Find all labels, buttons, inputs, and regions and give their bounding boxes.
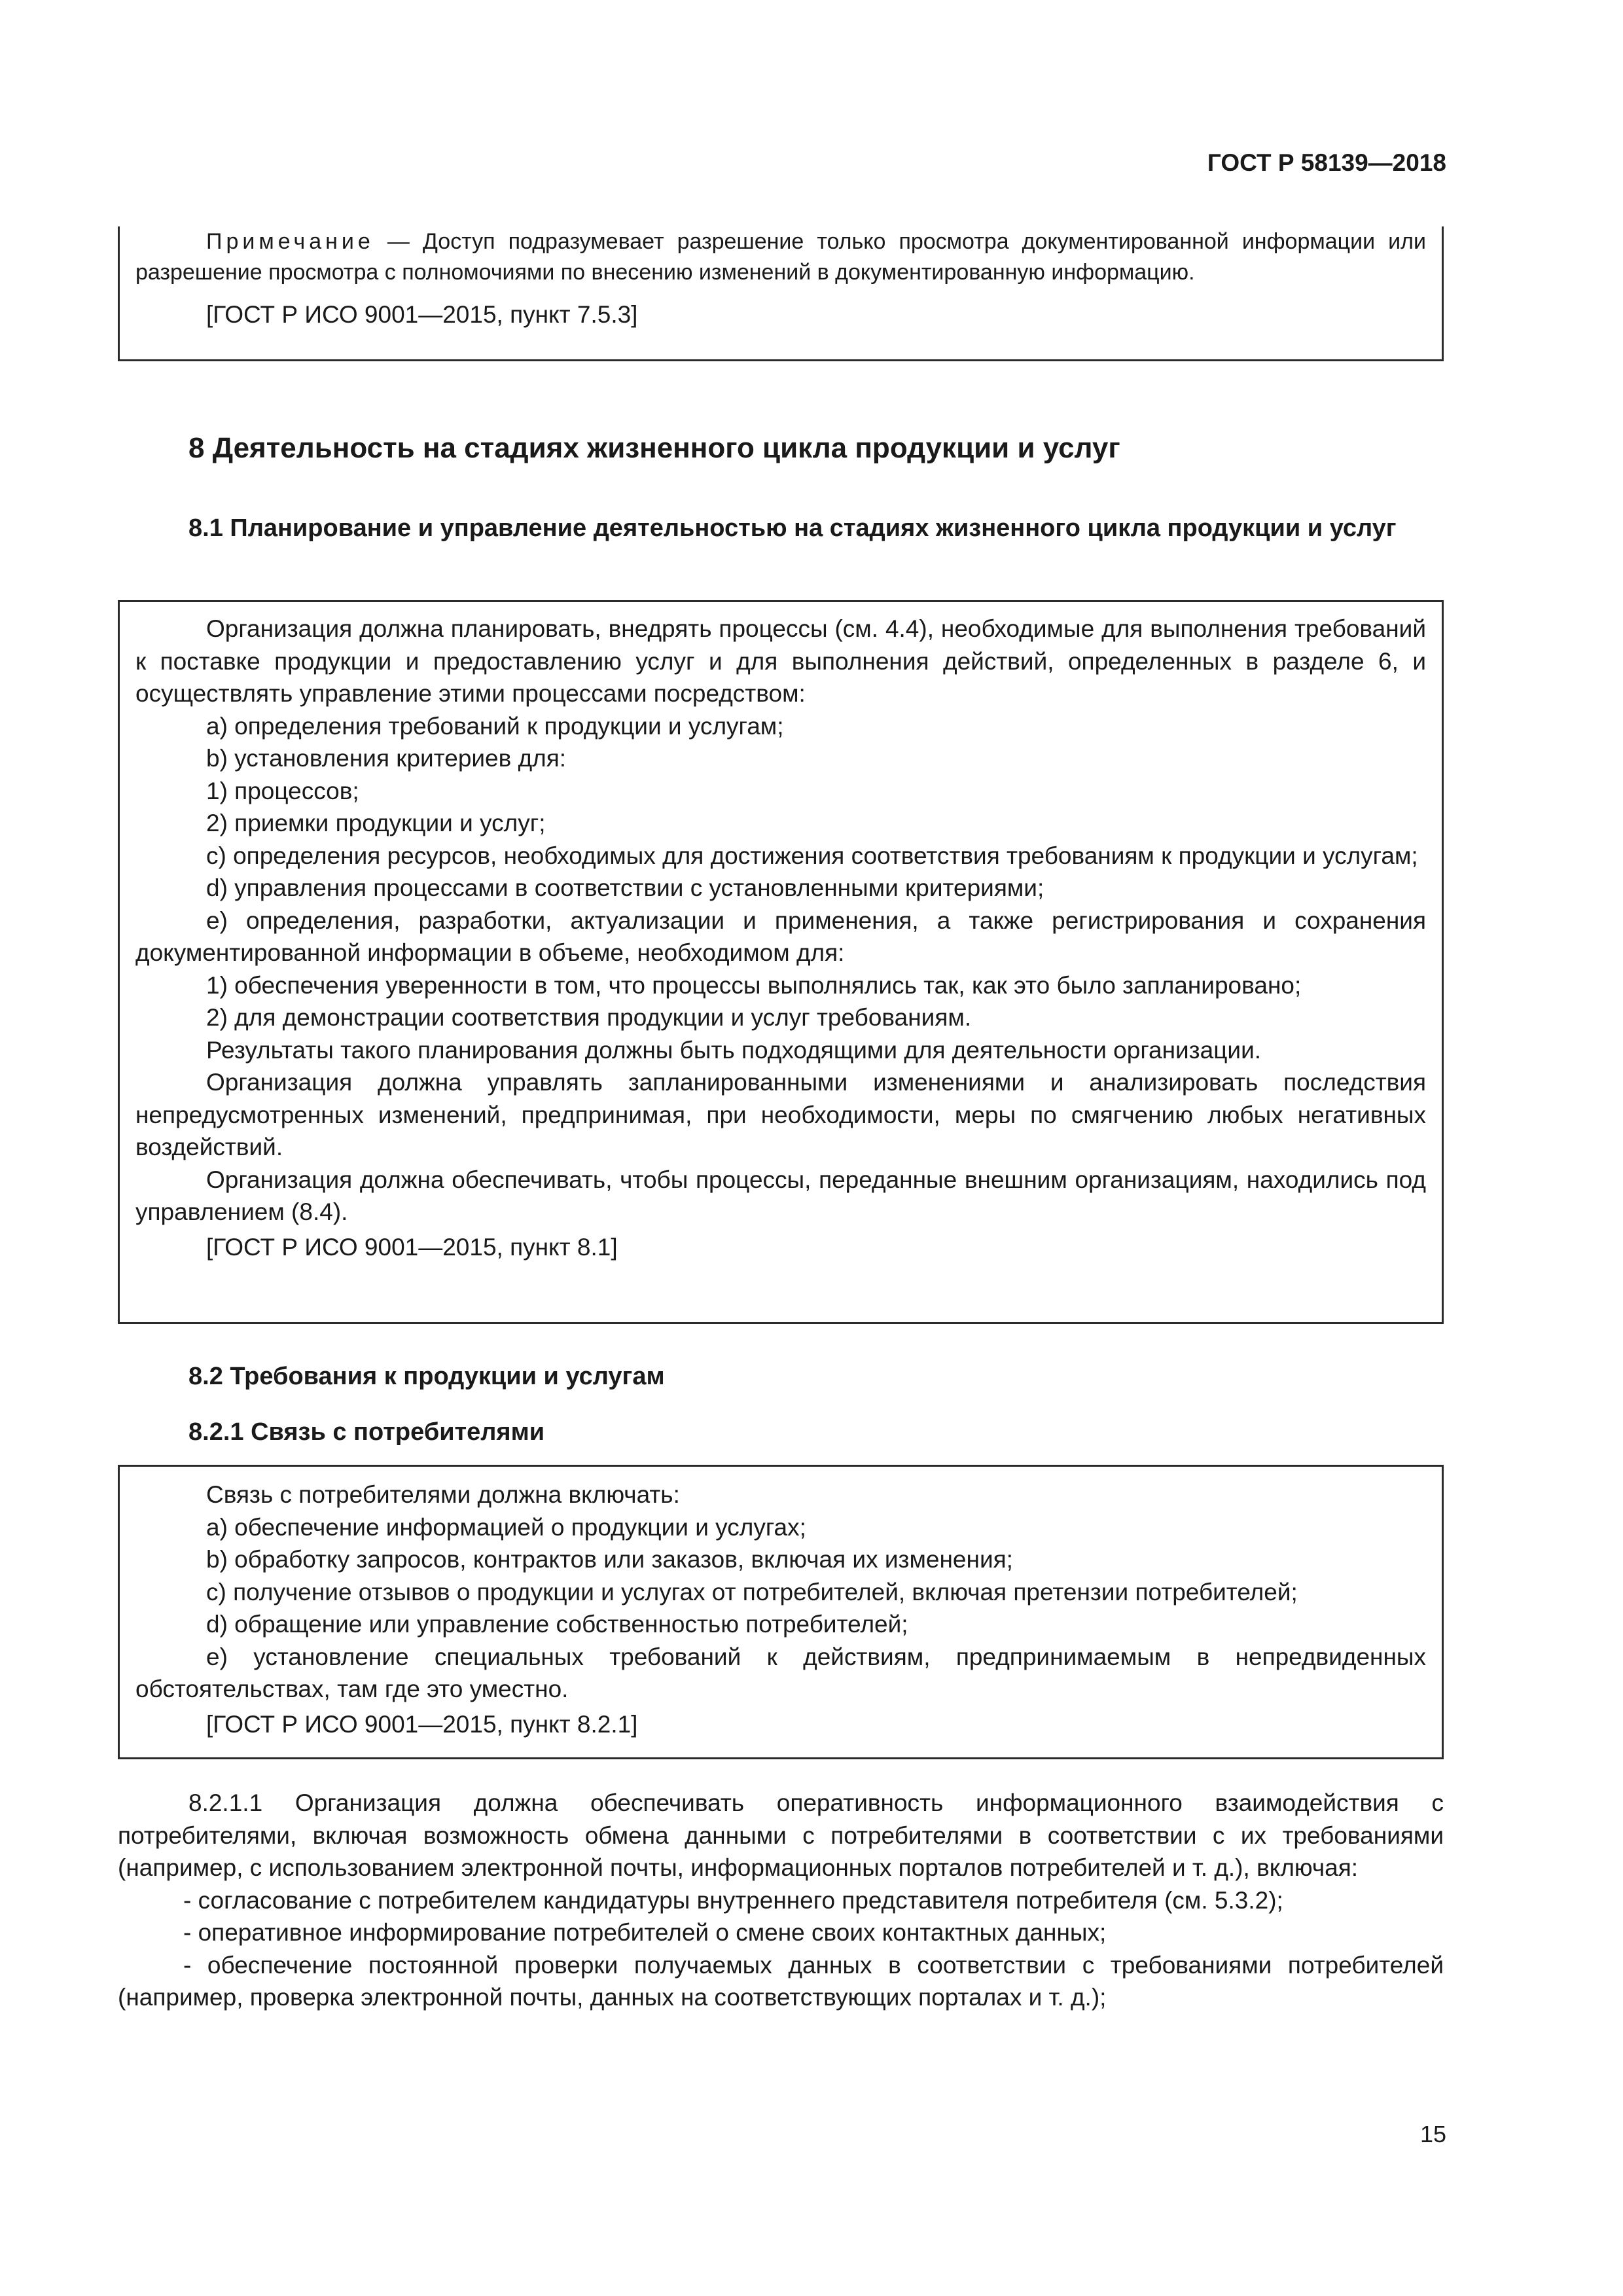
list-item: е) установление специальных требований к действиям, предпринимаемым в непредвиденных обстоятельствах, там где это уместно. xyxy=(135,1643,1426,1702)
dash-list-item: - оперативное информирование потребителей о смене своих контактных данных; xyxy=(183,1919,1107,1946)
note-label: Примечание xyxy=(206,229,374,254)
box-reference: [ГОСТ Р ИСО 9001—2015, пункт 7.5.3] xyxy=(206,301,638,328)
note-paragraph xyxy=(135,226,1426,288)
list-item: 1) обеспечения уверенности в том, что процессы выполнялись так, как это было запланировано; xyxy=(206,971,1302,999)
dash-list-item: - согласование с потребителем кандидатуры внутреннего представителя потребителя (см. 5.3.2); xyxy=(183,1886,1283,1914)
list-item: c) получение отзывов о продукции и услугах от потребителей, включая претензии потребителей; xyxy=(206,1578,1298,1605)
body-text-8-2-1-1 xyxy=(118,1787,1444,2014)
dash-list-item: - обеспечение постоянной проверки получаемых данных в соответствии с требованиями потребителей (например, проверка электронной почты, данных на соответствующих порталах и т. д.); xyxy=(118,1951,1444,2011)
list-item: d) управления процессами в соответствии с установленными критериями; xyxy=(206,874,1044,901)
body-paragraph: 8.2.1.1 Организация должна обеспечивать оперативность информационного взаимодействия с потребителями, включая возможность обмена данными с потребителями в соответствии с их требованиями (например, с использованием электронной почты, информационных порталов потребителей и т. д.), включая: xyxy=(118,1789,1444,1881)
subsection-heading-8-1: 8.1 Планирование и управление деятельностью на стадиях жизненного цикла продукции и услуг xyxy=(188,514,1397,542)
box-reference: [ГОСТ Р ИСО 9001—2015, пункт 8.1] xyxy=(206,1233,618,1261)
quote-box-note xyxy=(118,226,1444,361)
list-item: c) определения ресурсов, необходимых для достижения соответствия требованиям к продукции и услугам; xyxy=(206,842,1418,869)
box-paragraph: Результаты такого планирования должны быть подходящими для деятельности организации. xyxy=(206,1036,1262,1064)
box-paragraph: Организация должна обеспечивать, чтобы процессы, переданные внешним организациям, находились под управлением (8.4). xyxy=(135,1166,1426,1225)
list-item: d) обращение или управление собственностью потребителей; xyxy=(206,1611,908,1638)
list-item: а) определения требований к продукции и услугам; xyxy=(206,712,784,740)
standard-number: ГОСТ Р 58139—2018 xyxy=(1207,149,1446,176)
quote-box-8-1 xyxy=(118,600,1444,1324)
subsection-heading-8-2: 8.2 Требования к продукции и услугам xyxy=(188,1363,665,1390)
list-item: е) определения, разработки, актуализации и применения, а также регистрирования и сохранения документированной информации в объеме, необходимом для: xyxy=(135,906,1426,966)
box-reference: [ГОСТ Р ИСО 9001—2015, пункт 8.2.1] xyxy=(206,1710,638,1738)
section-heading: 8 Деятельность на стадиях жизненного цикла продукции и услуг xyxy=(188,432,1120,464)
list-item: b) обработку запросов, контрактов или заказов, включая их изменения; xyxy=(206,1546,1013,1573)
quote-box-8-2-1 xyxy=(118,1465,1444,1759)
list-item: 2) приемки продукции и услуг; xyxy=(206,810,546,836)
box-paragraph: Организация должна планировать, внедрять процессы (см. 4.4), необходимые для выполнения требований к поставке продукции и предоставлению услуг и для выполнения действий, определенных в разделе 6, и осуществлять управление этими процессами посредством: xyxy=(135,615,1426,707)
subsection-heading-8-2-1: 8.2.1 Связь с потребителями xyxy=(188,1418,545,1446)
box-paragraph: Организация должна управлять запланированными изменениями и анализировать последствия непредусмотренных изменений, предпринимая, при необходимости, меры по смягчению любых негативных воздействий. xyxy=(135,1069,1426,1160)
list-item: а) обеспечение информацией о продукции и услугах; xyxy=(206,1513,806,1541)
page-number: 15 xyxy=(1419,2121,1446,2147)
note-text: — Доступ подразумевает разрешение только просмотра документированной информации или разрешение просмотра с полномочиями по внесению изменений в документированную информацию. xyxy=(135,229,1426,285)
list-item: b) установления критериев для: xyxy=(206,745,567,772)
list-item: 1) процессов; xyxy=(206,777,359,804)
box-paragraph: Связь с потребителями должна включать: xyxy=(206,1481,680,1508)
list-item: 2) для демонстрации соответствия продукции и услуг требованиям. xyxy=(206,1004,972,1031)
